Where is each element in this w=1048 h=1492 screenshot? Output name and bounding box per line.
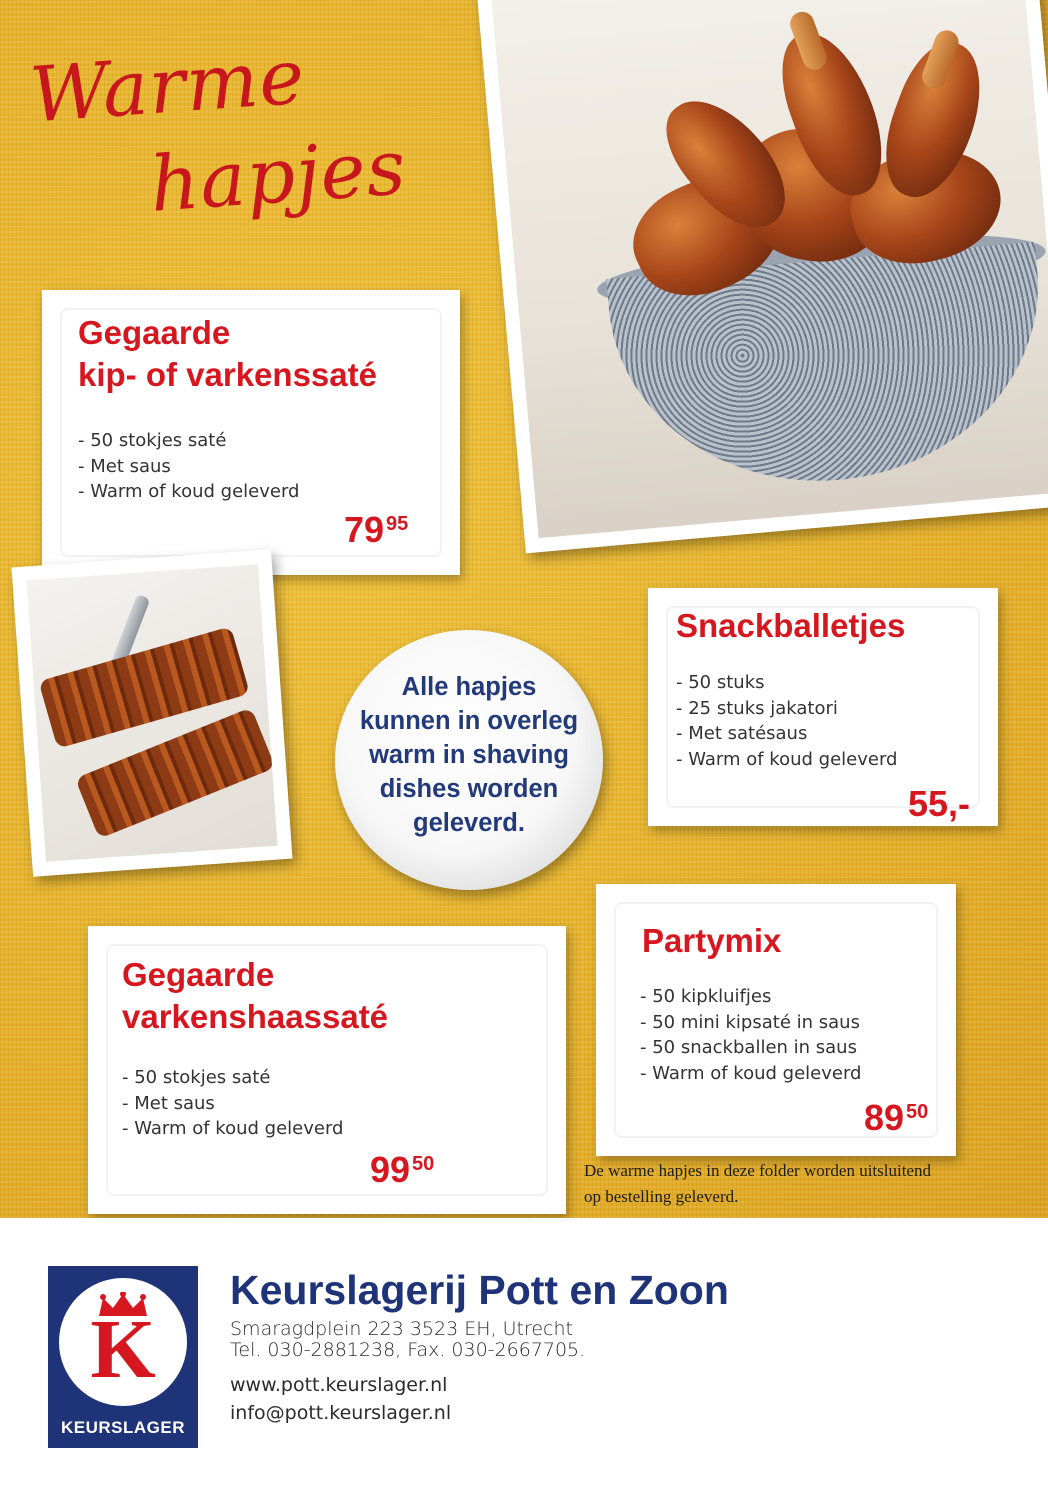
product-details	[640, 984, 861, 1086]
title-line-2: hapjes	[147, 122, 410, 229]
logo-wordmark: KEURSLAGER	[60, 1418, 185, 1437]
product-card-kip-varkenssate	[42, 290, 460, 575]
spare-ribs-photo	[12, 549, 293, 876]
info-plate	[335, 630, 603, 890]
product-title: Partymix	[642, 922, 782, 959]
list-item: - 50 stuks	[676, 670, 897, 696]
footer	[0, 1218, 1048, 1492]
list-item: - 50 kipkluifjes	[640, 984, 861, 1010]
company-website-link[interactable]: www.pott.keurslager.nl	[230, 1374, 448, 1396]
list-item: - 50 mini kipsaté in saus	[640, 1010, 861, 1036]
company-email-link[interactable]: info@pott.keurslager.nl	[230, 1402, 452, 1424]
product-card-snackballetjes	[648, 588, 998, 826]
price-label: 55,-	[908, 783, 971, 824]
order-note: De warme hapjes in deze folder worden uitsluitend op bestelling geleverd.	[584, 1161, 931, 1206]
price-label: 79 $^{95}$	[344, 509, 409, 550]
price-label: 99 $^{50}$	[370, 1149, 435, 1190]
product-details	[676, 670, 897, 772]
chicken-wings-photo	[476, 0, 1048, 553]
product-card-varkenshaassate	[88, 926, 566, 1214]
company-address: Smaragdplein 223 3523 EH, Utrecht	[230, 1318, 573, 1340]
list-item: - Warm of koud geleverd	[122, 1116, 343, 1142]
list-item: - 50 snackballen in saus	[640, 1035, 861, 1061]
product-title: Snackballetjes	[676, 607, 906, 644]
keurslager-logo	[48, 1266, 198, 1448]
list-item: - Met saus	[78, 454, 299, 480]
title-line-1: Warme	[27, 31, 308, 140]
product-details	[78, 428, 299, 505]
price-label: 89 $^{50}$	[864, 1097, 929, 1138]
product-title: Gegaarde kip- of varkenssaté	[78, 314, 377, 393]
company-phone: Tel. 030-2881238, Fax. 030-2667705.	[230, 1339, 586, 1361]
list-item: - 25 stuks jakatori	[676, 696, 897, 722]
plate-message: Alle hapjes kunnen in overleg warm in shaving dishes worden geleverd.	[359, 673, 579, 837]
product-details	[122, 1065, 343, 1142]
company-name: Keurslagerij Pott en Zoon	[230, 1267, 729, 1313]
logo-letter: K	[90, 1303, 156, 1396]
list-item: - Warm of koud geleverd	[640, 1061, 861, 1087]
list-item: - Warm of koud geleverd	[676, 747, 897, 773]
product-card-partymix	[596, 884, 956, 1156]
product-title: Gegaarde varkenshaassaté	[122, 956, 389, 1035]
list-item: - Met saus	[122, 1091, 343, 1117]
list-item: - 50 stokjes saté	[122, 1065, 343, 1091]
list-item: - Warm of koud geleverd	[78, 479, 299, 505]
list-item: - Met satésaus	[676, 721, 897, 747]
list-item: - 50 stokjes saté	[78, 428, 299, 454]
